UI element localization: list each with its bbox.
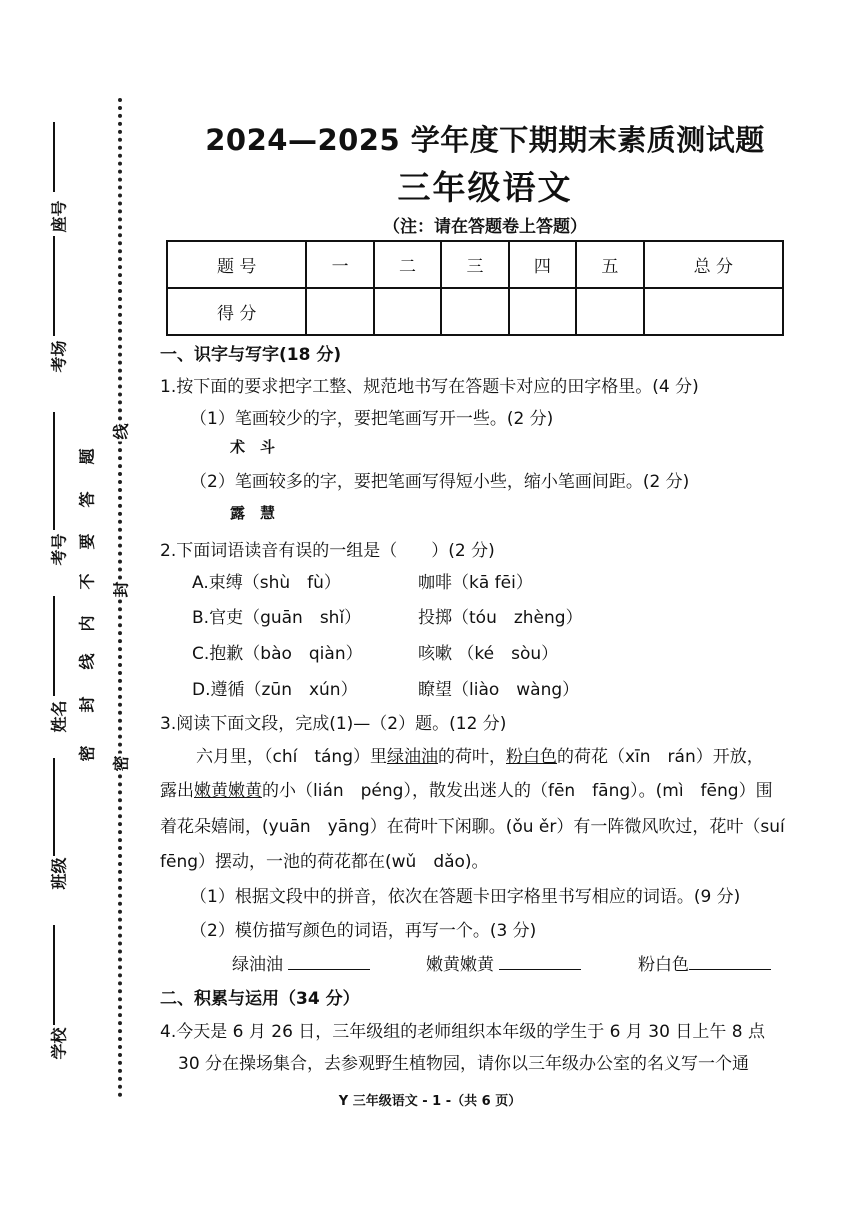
passage-underlined-word: 嫩黄嫩黄: [194, 781, 262, 801]
seal-word: 线: [77, 653, 97, 670]
passage-text: 的荷花（xīn rán）开放，: [557, 747, 764, 767]
fill-row: [232, 950, 370, 975]
score-cell[interactable]: [576, 288, 643, 335]
score-cell[interactable]: [441, 288, 508, 335]
room-label: 考场: [49, 340, 69, 373]
seal-word: 题: [77, 448, 97, 465]
score-cell[interactable]: [374, 288, 441, 335]
fill-row: [426, 950, 581, 975]
q2-option: 咖啡（kā fēi）: [418, 573, 533, 593]
exam-subtitle: 三年级语文: [397, 168, 573, 207]
passage-line: fēng）摆动，一池的荷花都在(wǔ dǎo)。: [160, 852, 489, 872]
fill-word: 粉白色: [638, 955, 689, 975]
seal-line-word: 线: [109, 422, 132, 442]
seal-word: 不: [77, 573, 97, 590]
room-line: [53, 236, 55, 336]
score-header-cell: 三: [441, 241, 508, 288]
seal-line-word: 封: [109, 580, 132, 600]
name-label: 姓名: [49, 700, 69, 733]
fill-word: 绿油油: [232, 955, 283, 975]
score-row-label: 得 分: [167, 288, 306, 335]
seal-word: 密: [77, 745, 97, 762]
passage-text: 的荷叶，: [438, 747, 506, 767]
seal-word: 内: [77, 615, 97, 632]
fill-row: [638, 950, 771, 975]
seal-word: 封: [77, 696, 97, 713]
page-footer: Y 三年级语文 - 1 -（共 6 页）: [338, 1094, 522, 1109]
name-line: [53, 596, 55, 696]
q4-text: 30 分在操场集合，去参观野生植物园，请你以三年级办公室的名义写一个通: [178, 1054, 750, 1074]
passage-line: [196, 742, 764, 767]
seal-line-word: 密: [109, 754, 132, 774]
q2-option: 瞭望（liào wàng）: [418, 680, 580, 700]
score-header-cell: 题 号: [167, 241, 306, 288]
q2-option: 投掷（tóu zhèng）: [418, 608, 583, 628]
seat-label: 座号: [49, 200, 69, 233]
class-line: [53, 758, 55, 856]
q1-2-chars: 露 慧: [230, 504, 276, 522]
q1-1-text: （1）笔画较少的字，要把笔画写开一些。(2 分): [190, 409, 554, 429]
q3-text: 3.阅读下面文段，完成(1)—（2）题。(12 分): [160, 714, 507, 734]
q2-text: 2.下面词语读音有误的一组是（ ）(2 分): [160, 541, 495, 561]
seal-word: 要: [77, 533, 97, 550]
passage-underlined-word: 绿油油: [387, 747, 438, 767]
answer-blank[interactable]: [499, 953, 581, 970]
q2-option: A.束缚（shù fù）: [192, 573, 341, 593]
q2-option: D.遵循（zūn xún）: [192, 680, 358, 700]
exam-title: 2024—2025 学年度下期期末素质测试题: [205, 123, 765, 157]
q2-option: B.官吏（guān shǐ）: [192, 608, 362, 628]
section1-heading: 一、识字与写字(18 分): [160, 345, 342, 365]
passage-text: 露出: [160, 781, 194, 801]
score-cell[interactable]: [644, 288, 783, 335]
score-header-cell: 四: [509, 241, 576, 288]
score-cell[interactable]: [509, 288, 576, 335]
q1-1-chars: 术 斗: [230, 438, 276, 456]
exam-note: （注：请在答题卷上答题）: [383, 217, 587, 237]
answer-blank[interactable]: [689, 953, 771, 970]
exam-no-line: [53, 412, 55, 530]
exam-no-label: 考号: [49, 533, 69, 566]
score-table: [166, 240, 784, 336]
q1-2-text: （2）笔画较多的字，要把笔画写得短小些，缩小笔画间距。(2 分): [190, 472, 690, 492]
q2-option: C.抱歉（bào qiàn）: [192, 644, 363, 664]
passage-text: 的小（lián péng），散发出迷人的（fēn fāng）。(mì fēng）围: [262, 781, 773, 801]
class-label: 班级: [49, 857, 69, 890]
q1-text: 1.按下面的要求把字工整、规范地书写在答题卡对应的田字格里。(4 分): [160, 377, 699, 397]
school-line: [53, 925, 55, 1025]
seal-word: 答: [77, 491, 97, 508]
score-header-cell: 二: [374, 241, 441, 288]
q3-2-text: （2）模仿描写颜色的词语，再写一个。(3 分): [190, 921, 537, 941]
passage-text: 六月里，（chí táng）里: [196, 747, 387, 767]
score-header-cell: 总 分: [644, 241, 783, 288]
section2-heading: 二、积累与运用（34 分）: [160, 989, 360, 1009]
q2-option: 咳嗽 （ké sòu）: [418, 644, 559, 664]
passage-line: [160, 776, 773, 801]
q3-1-text: （1）根据文段中的拼音，依次在答题卡田字格里书写相应的词语。(9 分): [190, 887, 741, 907]
score-cell[interactable]: [306, 288, 373, 335]
q4-text: 4.今天是 6 月 26 日，三年级组的老师组织本年级的学生于 6 月 30 日上午 8 点: [160, 1022, 765, 1042]
passage-underlined-word: 粉白色: [506, 747, 557, 767]
school-label: 学校: [49, 1027, 69, 1060]
seat-line: [53, 122, 55, 192]
answer-blank[interactable]: [288, 953, 370, 970]
passage-line: 着花朵嬉闹，(yuān yāng）在荷叶下闲聊。(ǒu ěr）有一阵微风吹过，花叶（suí: [160, 817, 785, 837]
score-header-cell: 五: [576, 241, 643, 288]
fill-word: 嫩黄嫩黄: [426, 955, 494, 975]
score-header-cell: 一: [306, 241, 373, 288]
